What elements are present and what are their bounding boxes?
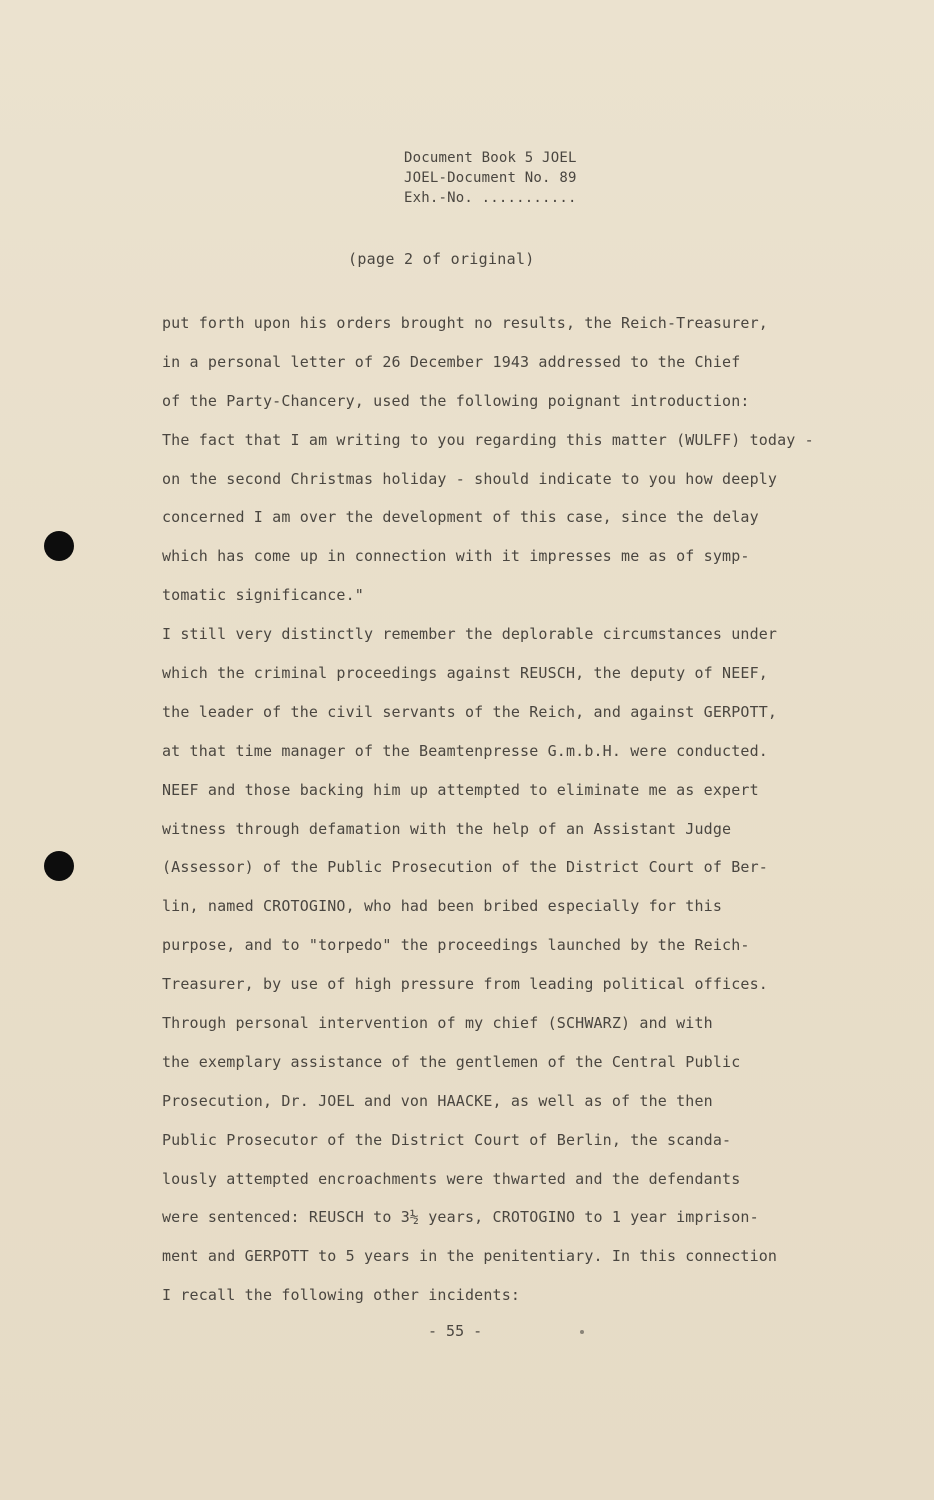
header-book-line: Document Book 5 JOEL	[404, 150, 577, 166]
text-line: in a personal letter of 26 December 1943 addressed to the Chief	[162, 352, 741, 371]
text-line: witness through defamation with the help of an Assistant Judge	[162, 819, 732, 838]
text-line: of the Party-Chancery, used the following poignant introduction:	[162, 391, 750, 410]
text-line: which has come up in connection with it impresses me as of symp-	[162, 547, 750, 566]
header-exhibit-number: Exh.-No. ...........	[404, 190, 577, 206]
text-line: on the second Christmas holiday - should indicate to you how deeply	[162, 469, 778, 488]
punch-hole-bottom	[44, 851, 74, 881]
text-line: lin, named CROTOGINO, who had been bribed especially for this	[162, 897, 723, 916]
header-document-number: JOEL-Document No. 89	[404, 170, 577, 186]
text-line: NEEF and those backing him up attempted to eliminate me as expert	[162, 780, 759, 799]
text-line: Treasurer, by use of high pressure from leading political offices.	[162, 975, 768, 994]
text-line: tomatic significance."	[162, 586, 364, 605]
text-line: I still very distinctly remember the deplorable circumstances under	[162, 625, 778, 644]
page-number: - 55 -	[428, 1322, 483, 1340]
text-line: which the criminal proceedings against REUSCH, the deputy of NEEF,	[162, 664, 768, 683]
text-line: ment and GERPOTT to 5 years in the penitentiary. In this connection	[162, 1247, 778, 1266]
ink-speck	[580, 1330, 584, 1334]
text-line: I recall the following other incidents:	[162, 1286, 521, 1305]
text-line: the exemplary assistance of the gentlemen of the Central Public	[162, 1052, 741, 1071]
punch-hole-top	[44, 531, 74, 561]
text-line: The fact that I am writing to you regarding this matter (WULFF) today -	[162, 430, 814, 449]
text-line: put forth upon his orders brought no results, the Reich-Treasurer,	[162, 314, 768, 332]
text-line: the leader of the civil servants of the Reich, and against GERPOTT,	[162, 702, 778, 721]
text-line: (Assessor) of the Public Prosecution of the District Court of Ber-	[162, 858, 768, 877]
document-header	[404, 148, 577, 208]
body-text	[162, 304, 852, 1315]
text-line: Through personal intervention of my chief (SCHWARZ) and with	[162, 1014, 713, 1033]
text-line: Prosecution, Dr. JOEL and von HAACKE, as well as of the then	[162, 1091, 713, 1110]
text-line: purpose, and to "torpedo" the proceedings launched by the Reich-	[162, 936, 750, 955]
text-line: were sentenced: REUSCH to 3½ years, CROTOGINO to 1 year imprison-	[162, 1208, 759, 1227]
text-line: at that time manager of the Beamtenpresse G.m.b.H. were conducted.	[162, 741, 768, 760]
original-page-reference: (page 2 of original)	[348, 250, 535, 268]
text-line: Public Prosecutor of the District Court of Berlin, the scanda-	[162, 1130, 732, 1149]
text-line: lously attempted encroachments were thwarted and the defendants	[162, 1169, 741, 1188]
text-line: concerned I am over the development of this case, since the delay	[162, 508, 759, 527]
